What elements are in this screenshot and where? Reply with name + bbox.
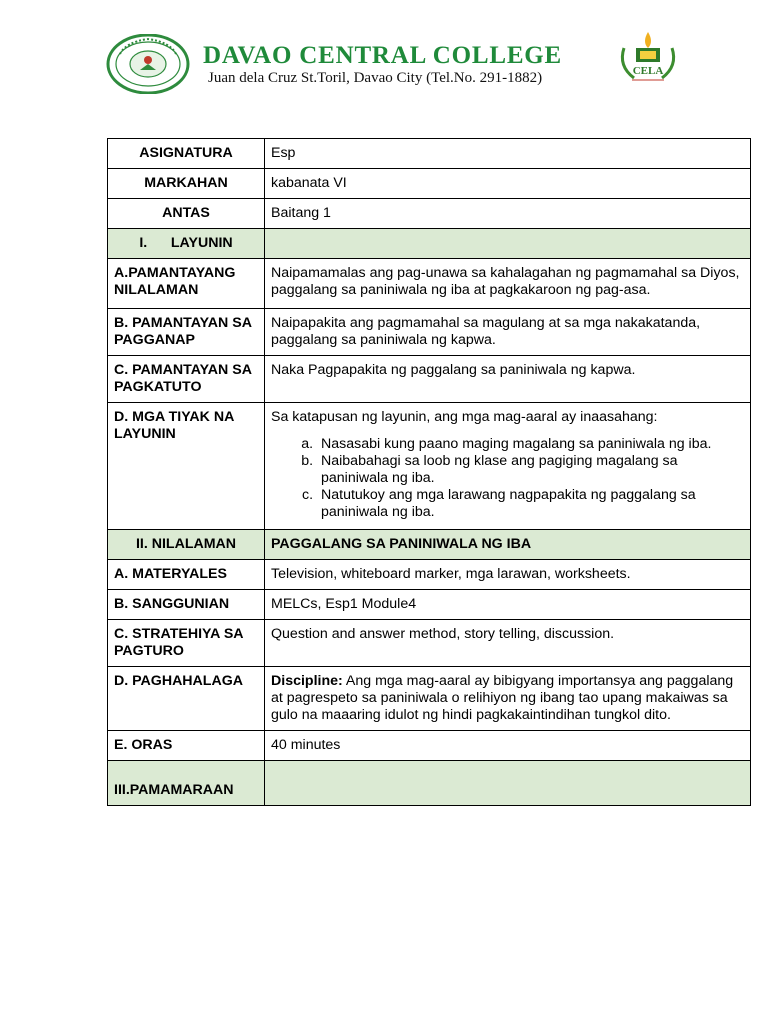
oras-value: 40 minutes — [265, 731, 751, 761]
oras-label: E. ORAS — [108, 731, 265, 761]
materyales-value: Television, whiteboard marker, mga larawan, worksheets. — [265, 560, 751, 590]
pamamaraan-label: III.PAMAMARAAN — [108, 761, 265, 806]
list-item: a. Nasasabi kung paano maging magalang sa paniniwala ng iba. — [317, 436, 744, 453]
nilalaman-label: II. NILALAMAN — [108, 530, 265, 560]
antas-label: ANTAS — [108, 199, 265, 229]
table-row — [108, 620, 751, 667]
table-row — [108, 259, 751, 309]
cela-logo — [614, 28, 682, 90]
table-row — [108, 169, 751, 199]
table-row — [108, 667, 751, 731]
table-row — [108, 403, 751, 530]
nilalaman-value: PAGGALANG SA PANINIWALA NG IBA — [265, 530, 751, 560]
table-row — [108, 139, 751, 169]
college-address: Juan dela Cruz St.Toril, Davao City (Tel.No. 291-1882) — [208, 70, 543, 86]
list-item: c. Natutukoy ang mga larawang nagpapakita ng paggalang sa paniniwala ng iba. — [317, 487, 744, 521]
tiyak-na-layunin-label: D. MGA TIYAK NA LAYUNIN — [108, 403, 265, 530]
list-item: b. Naibabahagi sa loob ng klase ang pagiging magalang sa paniniwala ng iba. — [317, 453, 744, 487]
table-row — [108, 590, 751, 620]
table-row — [108, 560, 751, 590]
pamantayan-sa-pagkatuto-label: C. PAMANTAYAN SA PAGKATUTO — [108, 356, 265, 403]
pamantayan-sa-pagganap-value: Naipapakita ang pagmamahal sa magulang at sa mga nakakatanda, paggalang sa paniniwala ng kapwa. — [265, 309, 751, 356]
sanggunian-label: B. SANGGUNIAN — [108, 590, 265, 620]
paghahalaga-label: D. PAGHAHALAGA — [108, 667, 265, 731]
table-row — [108, 731, 751, 761]
paghahalaga-value — [265, 667, 751, 731]
tiyak-na-layunin-intro: Sa katapusan ng layunin, ang mga mag-aaral ay inaasahang: — [271, 409, 658, 425]
pamantayang-nilalaman-value: Naipamamalas ang pag-unawa sa kahalagahan ng pagmamahal sa Diyos, paggalang sa paniniwala ng iba at pagkakaroon ng pag-asa. — [265, 259, 751, 309]
svg-text:CELA: CELA — [632, 65, 664, 77]
layunin-value — [265, 229, 751, 259]
section-row-layunin — [108, 229, 751, 259]
college-name: DAVAO CENTRAL COLLEGE — [203, 42, 563, 69]
markahan-value: kabanata VI — [265, 169, 751, 199]
paghahalaga-lead: Discipline: — [271, 673, 343, 689]
stratehiya-value: Question and answer method, story telling, discussion. — [265, 620, 751, 667]
section-row-nilalaman — [108, 530, 751, 560]
letterhead — [0, 0, 768, 110]
table-row — [108, 356, 751, 403]
markahan-label: MARKAHAN — [108, 169, 265, 199]
table-row — [108, 309, 751, 356]
paghahalaga-text: Ang mga mag-aaral ay bibigyang importansya ang paggalang at pagrespeto sa paniniwala o relihiyon ng ibang tao upang makaiwas sa gulo na maaaring idulot ng hindi pagkakaintindihan tungkol dito. — [271, 673, 734, 723]
tiyak-na-layunin-value — [265, 403, 751, 530]
pamamaraan-value — [265, 761, 751, 806]
sanggunian-value: MELCs, Esp1 Module4 — [265, 590, 751, 620]
lesson-plan-table — [107, 138, 751, 806]
asignatura-label: ASIGNATURA — [108, 139, 265, 169]
pamantayan-sa-pagkatuto-value: Naka Pagpapakita ng paggalang sa paniniwala ng kapwa. — [265, 356, 751, 403]
antas-value: Baitang 1 — [265, 199, 751, 229]
asignatura-value: Esp — [265, 139, 751, 169]
objectives-list — [271, 436, 744, 521]
pamantayang-nilalaman-label: A.PAMANTAYANG NILALAMAN — [108, 259, 265, 309]
stratehiya-label: C. STRATEHIYA SA PAGTURO — [108, 620, 265, 667]
layunin-label: I. LAYUNIN — [108, 229, 265, 259]
materyales-label: A. MATERYALES — [108, 560, 265, 590]
college-seal-logo — [106, 34, 190, 94]
section-row-pamamaraan — [108, 761, 751, 806]
table-row — [108, 199, 751, 229]
pamantayan-sa-pagganap-label: B. PAMANTAYAN SA PAGGANAP — [108, 309, 265, 356]
